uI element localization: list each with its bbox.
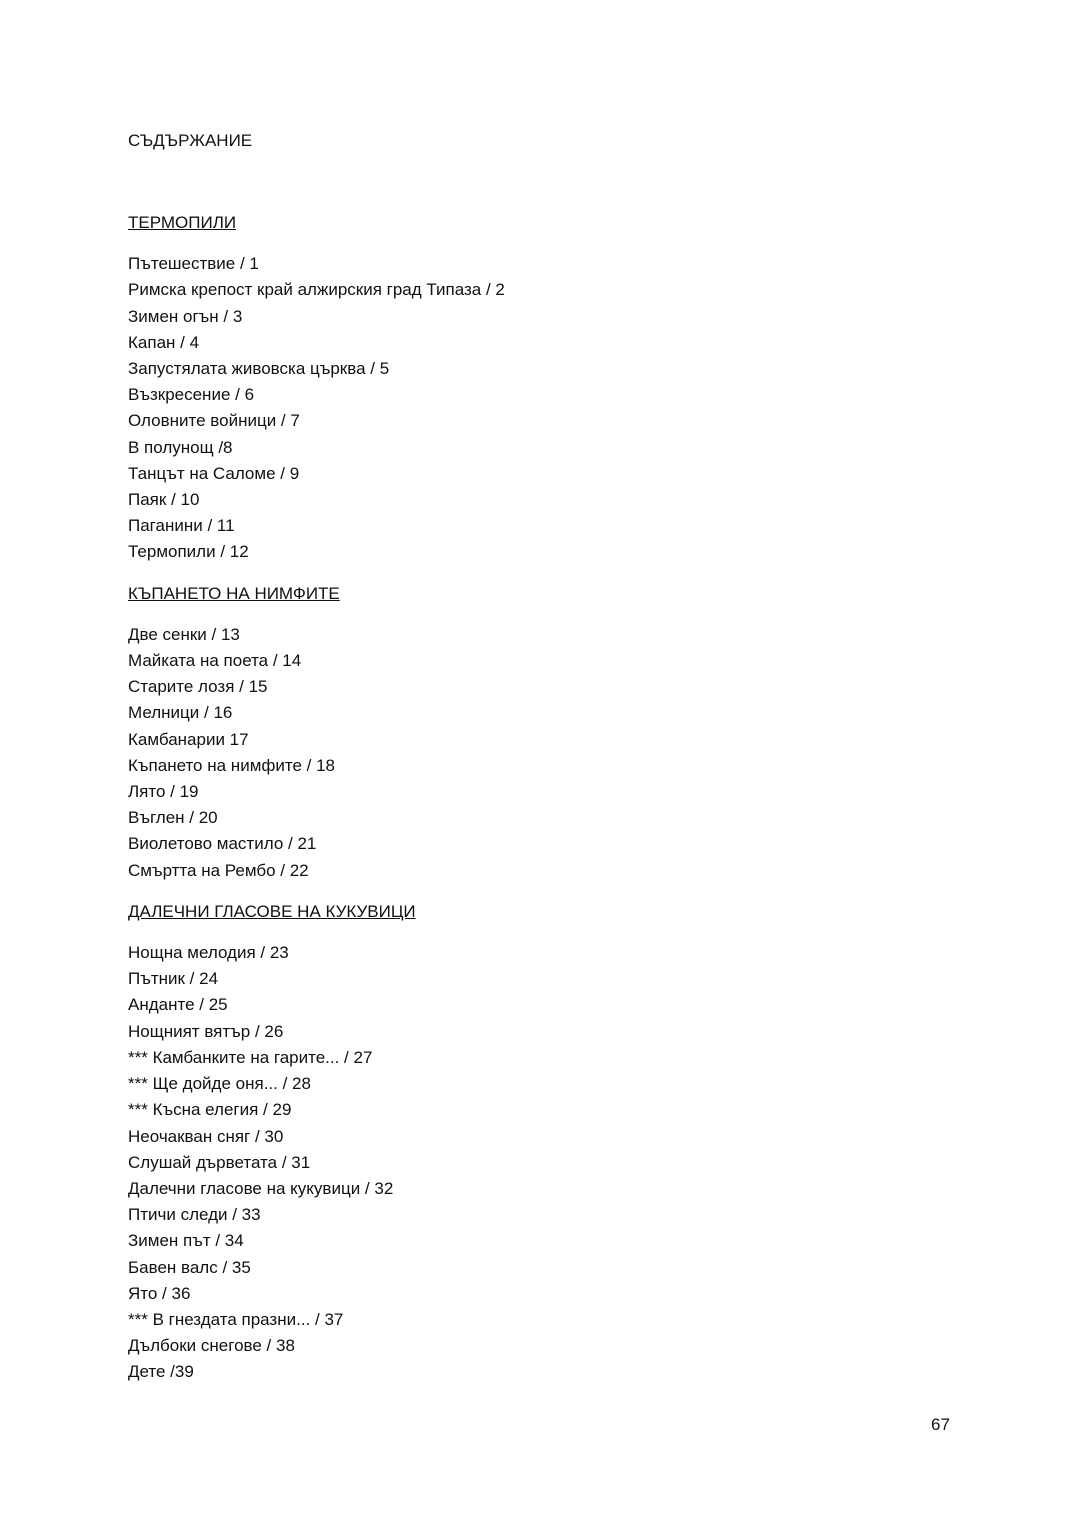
toc-entry: Зимен огън / 3 — [128, 306, 243, 326]
toc-entry: Паганини / 11 — [128, 516, 235, 536]
section-items — [128, 940, 928, 1385]
toc-entry: Майката на поета / 14 — [128, 651, 302, 671]
toc-entry: Запустялата живовска църква / 5 — [128, 359, 390, 379]
toc-entry: *** Ще дойде оня... / 28 — [128, 1074, 311, 1094]
toc-entry: Две сенки / 13 — [128, 624, 240, 644]
section-heading: ТЕРМОПИЛИ — [128, 213, 237, 232]
toc-entry: Римска крепост край алжирския град Типаза / 2 — [128, 280, 505, 300]
toc-entry: Дете /39 — [128, 1362, 194, 1382]
page-number: 67 — [931, 1415, 950, 1434]
toc-entry: *** Камбанките на гарите... / 27 — [128, 1047, 373, 1067]
toc-entry: Мелници / 16 — [128, 703, 233, 723]
page-title: СЪДЪРЖАНИЕ — [128, 131, 253, 150]
toc-entry: Оловните войници / 7 — [128, 411, 300, 431]
toc-entry: Танцът на Саломе / 9 — [128, 463, 300, 483]
toc-entry: Анданте / 25 — [128, 995, 228, 1015]
toc-entry: Пътешествие / 1 — [128, 254, 259, 274]
toc-entry: Нощна мелодия / 23 — [128, 943, 289, 963]
section-items — [128, 622, 928, 884]
toc-entry: Пътник / 24 — [128, 969, 219, 989]
toc-entry: Смъртта на Рембо / 22 — [128, 860, 309, 880]
toc-entry: Лято / 19 — [128, 782, 199, 802]
toc-entry: Къпането на нимфите / 18 — [128, 755, 335, 775]
toc-entry: Дълбоки снегове / 38 — [128, 1336, 295, 1356]
toc-entry: Виолетово мастило / 21 — [128, 834, 317, 854]
toc-entry: Въглен / 20 — [128, 808, 218, 828]
section-heading: КЪПАНЕТО НА НИМФИТЕ — [128, 583, 340, 603]
toc-entry: Нощният вятър / 26 — [128, 1021, 284, 1041]
toc-entry: Слушай дърветата / 31 — [128, 1152, 311, 1172]
toc-entry: В полунощ /8 — [128, 437, 233, 457]
toc-entry: Паяк / 10 — [128, 490, 200, 510]
toc-entry: Бавен валс / 35 — [128, 1257, 251, 1277]
table-of-contents — [128, 210, 928, 1401]
toc-entry: Старите лозя / 15 — [128, 677, 268, 697]
section-heading: ДАЛЕЧНИ ГЛАСОВЕ НА КУКУВИЦИ — [128, 901, 416, 921]
toc-entry: Термопили / 12 — [128, 542, 249, 562]
toc-entry: Далечни гласове на кукувици / 32 — [128, 1178, 394, 1198]
toc-entry: Зимен път / 34 — [128, 1231, 244, 1251]
section-items — [128, 251, 928, 565]
toc-entry: Капан / 4 — [128, 332, 200, 352]
toc-entry: Камбанарии 17 — [128, 729, 249, 749]
toc-entry: Ято / 36 — [128, 1283, 191, 1303]
toc-entry: Неочакван сняг / 30 — [128, 1126, 284, 1146]
toc-entry: *** В гнездата празни... / 37 — [128, 1309, 344, 1329]
toc-entry: *** Късна елегия / 29 — [128, 1100, 292, 1120]
toc-entry: Птичи следи / 33 — [128, 1205, 261, 1225]
toc-entry: Възкресение / 6 — [128, 385, 255, 405]
